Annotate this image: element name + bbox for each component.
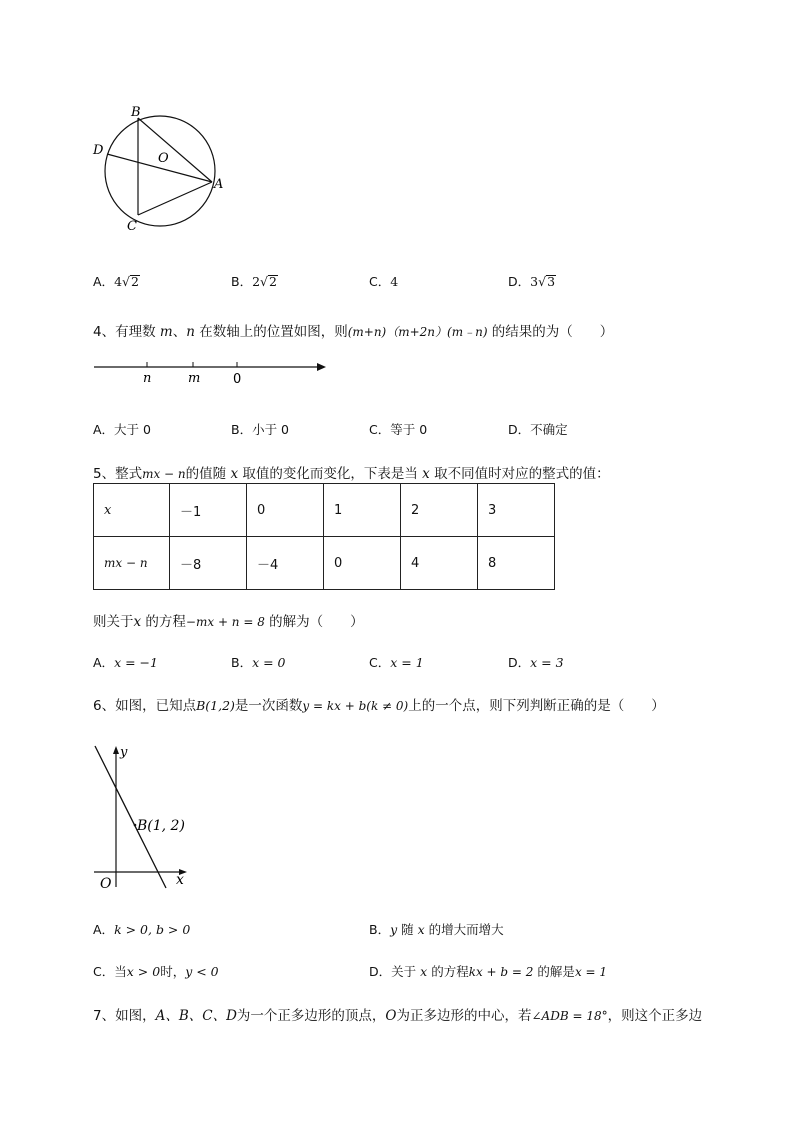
table-cell: 2: [401, 484, 478, 537]
table-cell: 0: [247, 484, 324, 537]
circle-figure: [88, 100, 228, 240]
tick-label-n: n: [143, 371, 152, 386]
label-y: y: [120, 745, 128, 760]
q4-option-d[interactable]: D．不确定: [508, 422, 568, 437]
q4-stem: 4、有理数 m、n 在数轴上的位置如图，则(m+n)（m+2n）(m﹣n) 的结果的为（ ）: [93, 324, 614, 340]
chord-ca: [138, 182, 212, 215]
table-cell: －8: [170, 537, 247, 590]
q6-option-c[interactable]: C．当x > 0时，y < 0: [93, 964, 219, 979]
table-cell: mx − n: [94, 537, 170, 590]
label-c: C: [127, 219, 137, 234]
q3-option-c[interactable]: C．4: [369, 274, 399, 289]
arrow-right-icon: [317, 363, 326, 371]
q4-option-a[interactable]: A．大于 0: [93, 422, 151, 437]
label-b: B(1, 2): [137, 818, 185, 834]
q4-option-b[interactable]: B．小于 0: [231, 422, 290, 437]
table-cell: 4: [401, 537, 478, 590]
q6-option-b[interactable]: B．y 随 x 的增大而增大: [369, 922, 504, 937]
label-o: O: [100, 876, 112, 892]
q5-option-a[interactable]: A．x = −1: [93, 655, 158, 670]
q5-option-b[interactable]: B．x = 0: [231, 655, 286, 670]
table-cell: －4: [247, 537, 324, 590]
tick-label-zero: 0: [233, 372, 242, 387]
table-cell: 8: [478, 537, 555, 590]
q3-option-d[interactable]: D．3√3: [508, 274, 556, 289]
table-cell: 3: [478, 484, 555, 537]
table-cell: 1: [324, 484, 401, 537]
q5-option-d[interactable]: D．x = 3: [508, 655, 564, 670]
label-x: x: [176, 872, 184, 888]
tick-label-m: m: [188, 371, 201, 386]
table-cell: x: [94, 484, 170, 537]
function-line: [95, 746, 166, 888]
q5-stem: 5、整式mx − n的值随 x 取值的变化而变化，下表是当 x 取不同值时对应的整式的值：: [93, 466, 610, 482]
table-cell: －1: [170, 484, 247, 537]
label-o: O: [158, 151, 169, 166]
q3-option-a[interactable]: A．4√2: [93, 274, 139, 289]
number-line: [92, 355, 332, 391]
label-a: A: [214, 177, 224, 192]
y-arrow-icon: [113, 746, 119, 754]
point-b: [134, 824, 137, 827]
label-d: D: [93, 143, 104, 158]
q7-stem: 7、如图，A、B、C、D为一个正多边形的顶点，O为正多边形的中心，若∠ADB = 18°，则这个正多边: [93, 1008, 703, 1024]
table-row: [94, 537, 555, 590]
q5-followup: 则关于x 的方程−mx + n = 8 的解为（ ）: [93, 614, 364, 630]
value-table: [93, 483, 555, 590]
q6-option-d[interactable]: D．关于 x 的方程kx + b = 2 的解是x = 1: [369, 964, 608, 979]
q3-option-b[interactable]: B．2√2: [231, 274, 277, 289]
linear-graph: [90, 742, 200, 892]
q4-option-c[interactable]: C．等于 0: [369, 422, 428, 437]
q6-option-a[interactable]: A．k > 0, b > 0: [93, 922, 191, 937]
table-cell: 0: [324, 537, 401, 590]
q5-option-c[interactable]: C．x = 1: [369, 655, 424, 670]
label-b: B: [131, 105, 141, 120]
q6-stem: 6、如图，已知点B(1,2)是一次函数y = kx + b(k ≠ 0)上的一个点，则下列判断正确的是（ ）: [93, 698, 665, 714]
table-row: [94, 484, 555, 537]
